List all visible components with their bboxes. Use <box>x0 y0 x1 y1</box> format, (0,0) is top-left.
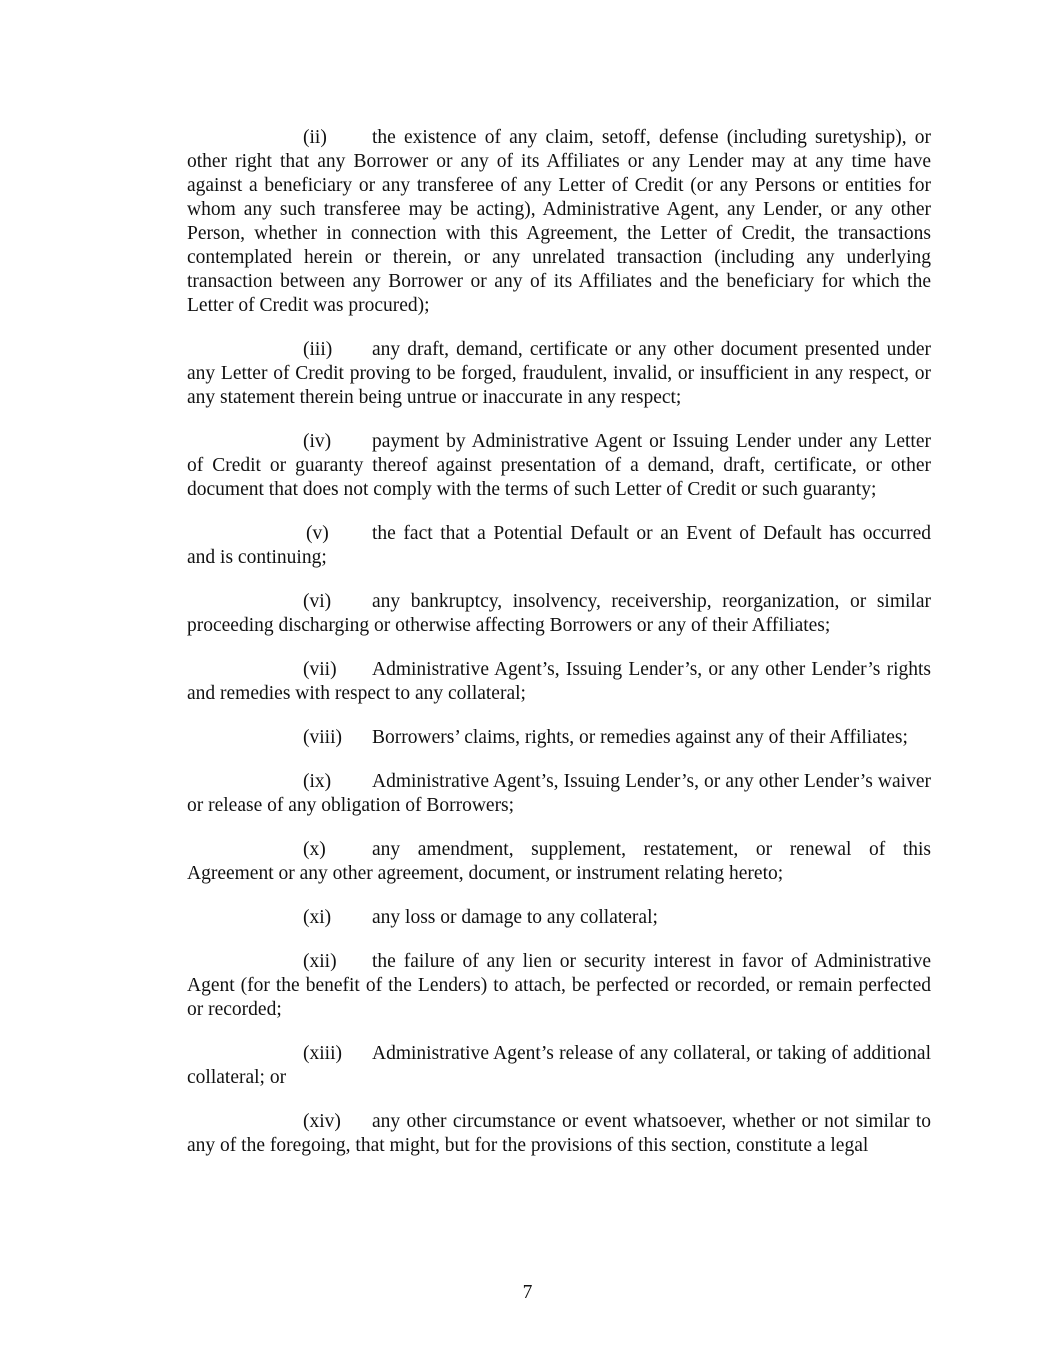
clause-text: any amendment, supplement, restatement, or renewal of this Agreement or any other agreement, document, or instrument relating hereto; <box>187 839 931 884</box>
clause-text: the existence of any claim, setoff, defense (including suretyship), or other right that any Borrower or any of its Affiliates or any Lender may at any time have against a beneficiary or any transferee of any Letter of Credit (or any Persons or entities for whom any such transferee may be acting), Administrative Agent, any Lender, or any other Person, whether in connection with this Agreement, the Letter of Credit, the transactions contemplated herein or therein, or any unrelated transaction (including any underlying transaction between any Borrower or any of its Affiliates and the beneficiary for which the Letter of Credit was procured); <box>187 127 931 316</box>
clause-ii <box>187 126 931 318</box>
clause-text: any loss or damage to any collateral; <box>372 907 658 928</box>
clause-iii <box>187 338 931 410</box>
clause-number: (vii) <box>303 659 337 680</box>
clause-ix <box>187 770 931 818</box>
clause-number: (xi) <box>303 907 332 928</box>
clause-xiii <box>187 1042 931 1090</box>
clause-xi <box>187 906 931 930</box>
clause-text: Administrative Agent’s, Issuing Lender’s, or any other Lender’s rights and remedies with respect to any collateral; <box>187 659 931 704</box>
clause-text: Administrative Agent’s release of any collateral, or taking of additional collateral; or <box>187 1043 931 1088</box>
clause-iv <box>187 430 931 502</box>
body-text <box>187 126 931 1178</box>
clause-number: (iv) <box>303 431 332 452</box>
clause-number: (iii) <box>303 339 333 360</box>
clause-text: the fact that a Potential Default or an Event of Default has occurred and is continuing; <box>187 523 931 568</box>
clause-number: (xiv) <box>303 1111 341 1132</box>
clause-number: (ix) <box>303 771 332 792</box>
clause-viii <box>187 726 931 750</box>
clause-number: (xii) <box>303 951 337 972</box>
clause-number: (vi) <box>303 591 332 612</box>
clause-text: payment by Administrative Agent or Issuing Lender under any Letter of Credit or guaranty thereof against presentation of a demand, draft, certificate, or other document that does not comply with the terms of such Letter of Credit or such guaranty; <box>187 431 931 500</box>
clause-vi <box>187 590 931 638</box>
clause-number: (x) <box>303 839 326 860</box>
clause-number: (xiii) <box>303 1043 342 1064</box>
clause-number: (ii) <box>303 127 327 148</box>
clause-xii <box>187 950 931 1022</box>
clause-text: the failure of any lien or security interest in favor of Administrative Agent (for the benefit of the Lenders) to attach, be perfected or recorded, or remain perfected or recorded; <box>187 951 931 1020</box>
clause-text: any bankruptcy, insolvency, receivership, reorganization, or similar proceeding discharging or otherwise affecting Borrowers or any of their Affiliates; <box>187 591 931 636</box>
clause-text: Borrowers’ claims, rights, or remedies against any of their Affiliates; <box>372 727 908 748</box>
clause-number: (v) <box>306 523 329 544</box>
clause-text: any other circumstance or event whatsoever, whether or not similar to any of the foregoing, that might, but for the provisions of this section, constitute a legal <box>187 1111 931 1156</box>
clause-text: any draft, demand, certificate or any other document presented under any Letter of Credit proving to be forged, fraudulent, invalid, or insufficient in any respect, or any statement therein being untrue or inaccurate in any respect; <box>187 339 931 408</box>
page-number: 7 <box>522 1282 533 1303</box>
clause-text: Administrative Agent’s, Issuing Lender’s, or any other Lender’s waiver or release of any obligation of Borrowers; <box>187 771 931 816</box>
clause-xiv <box>187 1110 931 1158</box>
clause-x <box>187 838 931 886</box>
clause-number: (viii) <box>303 727 342 748</box>
clause-v <box>187 522 931 570</box>
clause-vii <box>187 658 931 706</box>
